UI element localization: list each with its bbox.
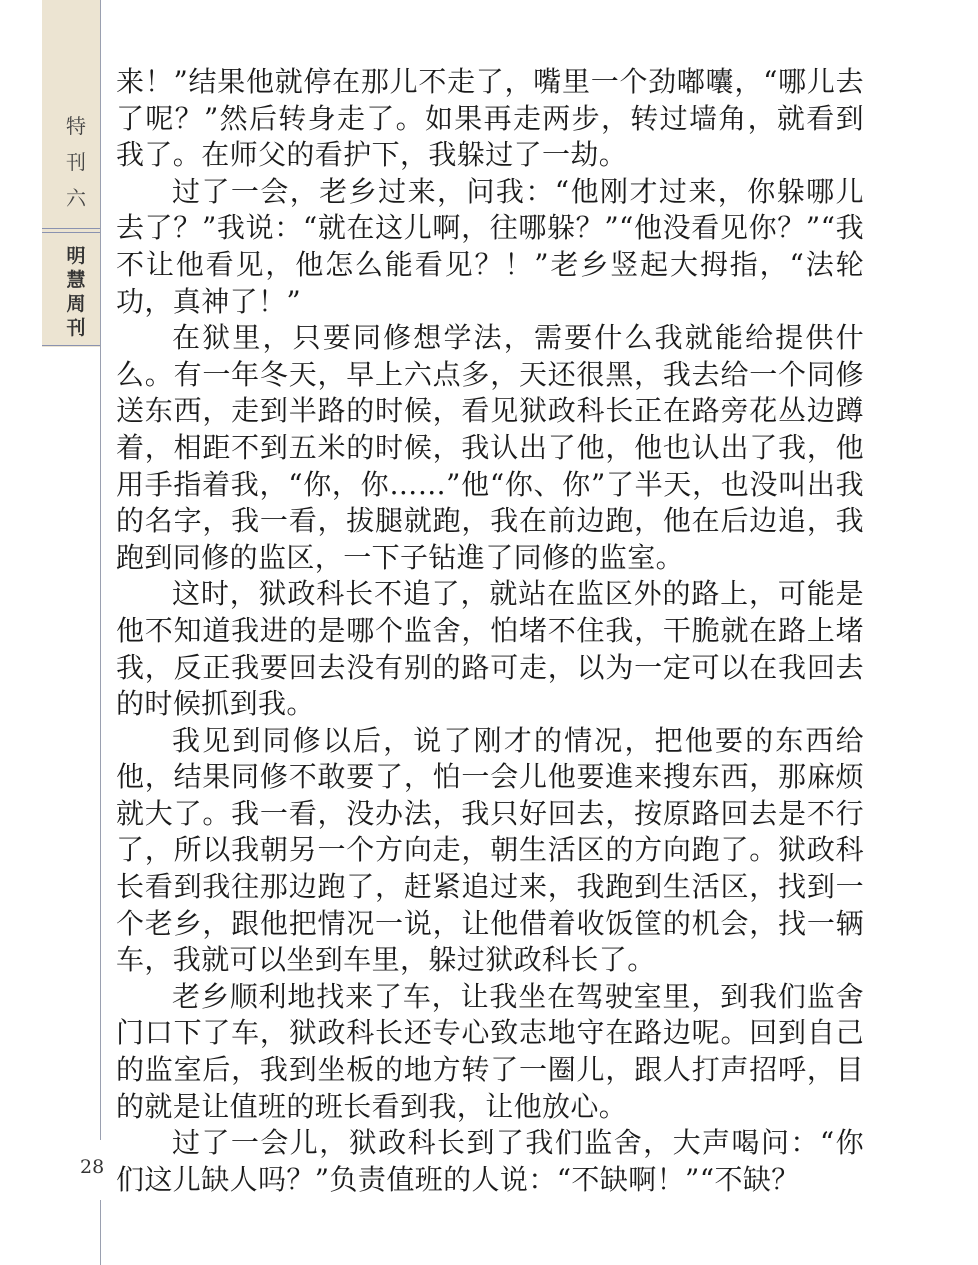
issue-label <box>56 108 96 216</box>
margin-rule <box>100 0 101 1140</box>
paragraph: 来！”结果他就停在那儿不走了，嘴里一个劲嘟囔，“哪儿去了呢？”然后转身走了。如果再走两步，转过墙角，就看到我了。在师父的看护下，我躲过了一劫。 <box>116 65 864 172</box>
paragraph: 在狱里，只要同修想学法，需要什么我就能给提供什么。有一年冬天，早上六点多，天还很黑，我去给一个同修送东西，走到半路的时候，看见狱政科长正在路旁花丛边蹲着，相距不到五米的时候，我认出了他，他也认出了我，他用手指着我，“你，你……”他“你、你”了半天，也没叫出我的名字，我一看，拔腿就跑，我在前边跑，他在后边追，我跑到同修的监区，一下子钻進了同修的监室。 <box>116 321 864 574</box>
magazine-char: 慧 <box>66 269 86 291</box>
magazine-char: 周 <box>66 293 86 315</box>
paragraph: 这时，狱政科长不追了，就站在监区外的路上，可能是他不知道我进的是哪个监舍，怕堵不住我，干脆就在路上堵我，反正我要回去没有别的路可走，以为一定可以在我回去的时候抓到我。 <box>116 577 864 721</box>
paragraph: 我见到同修以后，说了刚才的情况，把他要的东西给他，结果同修不敢要了，怕一会儿他要進来搜东西，那麻烦就大了。我一看，没办法，我只好回去，按原路回去是不行了，所以我朝另一个方向走，朝生活区的方向跑了。狱政科长看到我往那边跑了，赶紧追过来，我跑到生活区，找到一个老乡，跟他把情况一说，让他借着收饭筐的机会，找一辆车，我就可以坐到车里，躲过狱政科长了。 <box>116 723 864 977</box>
paragraph: 老乡顺利地找来了车，让我坐在驾驶室里，到我们监舍门口下了车，狱政科长还专心致志地守在路边呢。回到自己的监室后，我到坐板的地方转了一圈儿，跟人打声招呼，目的就是让值班的班长看到我，让他放心。 <box>116 979 864 1123</box>
article-body <box>116 64 864 1198</box>
page-number: 28 <box>80 1156 105 1178</box>
sidebar-divider <box>42 345 100 346</box>
sidebar-divider <box>42 232 100 233</box>
paragraph: 过了一会儿，狱政科长到了我们监舍，大声喝问：“你们这儿缺人吗？”负责值班的人说：“不缺啊！”“不缺？ <box>116 1126 864 1196</box>
paragraph: 过了一会，老乡过来，问我：“他刚才过来，你躲哪儿去了？”我说：“就在这儿啊，往哪躲？”“他没看见你？”“我不让他看见，他怎么能看见？！”老乡竖起大拇指，“法轮功，真神了！” <box>116 174 864 318</box>
magazine-label <box>56 244 96 340</box>
issue-char: 六 <box>66 186 86 210</box>
magazine-char: 刊 <box>66 317 86 339</box>
sidebar-divider <box>42 228 100 229</box>
margin-rule <box>100 1200 101 1265</box>
issue-char: 特 <box>66 114 86 138</box>
magazine-char: 明 <box>66 245 86 267</box>
issue-char: 刊 <box>66 150 86 174</box>
